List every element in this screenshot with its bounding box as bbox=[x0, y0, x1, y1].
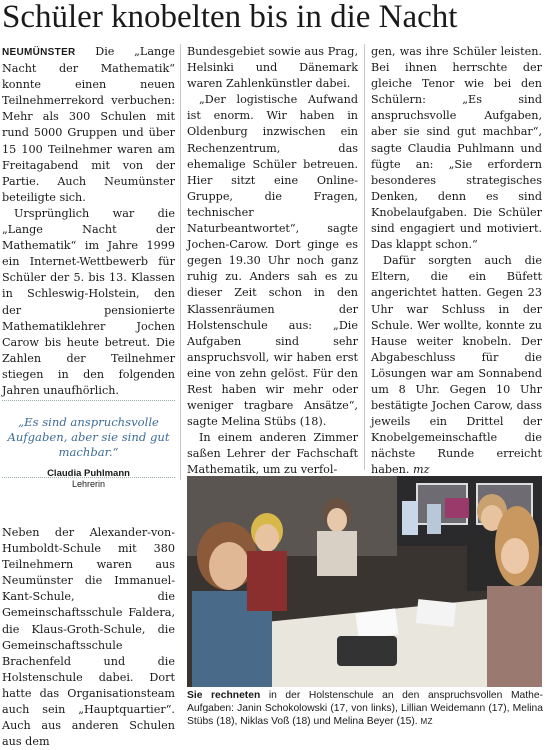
paragraph-text: Die „Lange Nacht der Mathematik“ konnte einen neuen Teilnehmerrekord verbuchen: Mehr als 300 Schulen mit rund 5000 Gruppen und über 15 100 Teilnehmer waren am Freitagabend mit von der Partie. Auch Neumünster beteiligte sich. bbox=[2, 45, 175, 204]
caption-text: in der Holstenschule an den anspruchsvollen Mathe-Aufgaben: Janin Schokolowski (17, von links), Lillian Weidemann (17), Melina Stübs (18), Niklas Voß (18) und Melina Beyer (15). bbox=[187, 690, 543, 727]
paragraph bbox=[371, 253, 542, 478]
classroom-photo bbox=[187, 476, 542, 687]
paragraph: „Der logistische Aufwand ist enorm. Wir haben in Oldenburg inzwischen ein Rechenzentrum, das ehemalige Schüler betreuen. Hier sitzt eine Online-Gruppe, die Fragen, technischer Naturbeantwortet“, sagte Jochen-Carow. Dort ginge es gegen 19.30 Uhr noch ganz ruhig zu. Anders sah es zu dieser Zeit schon in den Klassenräumen der Holstenschule aus: „Die Aufgaben sind sehr anspruchsvoll, wir haben erst eine von zehn gelöst. Für den Rest haben wir mehr oder weniger tragbare Ansätze“, sagte Melina Stübs (18). bbox=[187, 93, 358, 429]
caption-lead: Sie rechneten bbox=[187, 690, 261, 701]
pull-quote bbox=[2, 400, 175, 489]
pull-quote-author: Claudia Puhlmann bbox=[47, 468, 130, 479]
paragraph: Ursprünglich war die „Lange Nacht der Mathematik“ im Jahre 1999 ein Internet-Wettbewerb für Schüler der 5. bis 13. Klassen in Schleswig-Holstein, den der pensionierte Mathematiklehrer Jochen Carow bis heute betreut. Die Zahlen der Teilnehmer stiegen in den folgenden Jahren unaufhörlich. bbox=[2, 206, 175, 397]
article-column-1-continued bbox=[2, 525, 175, 750]
article-photo bbox=[187, 476, 542, 687]
paragraph-text: Dafür sorgten auch die Eltern, die ein Büfett angerichtet hatten. Gegen 23 Uhr war Schluss in der Schule. Wer wollte, konnte zu Hause weiter knobeln. Der Abgabeschluss für die Lösungen war am Sonnabend um 8 Uhr. Gegen 10 Uhr bestätigte Jochen Carow, dass jeweils ein Drittel der Knobelgemeinschaftle die nächste Runde erreicht haben. bbox=[371, 254, 542, 477]
photo-credit: MZ bbox=[420, 717, 434, 726]
article-column-3 bbox=[371, 44, 542, 479]
paragraph: In einem anderen Zimmer saßen Lehrer der Fachschaft Mathematik, um zu verfol- bbox=[187, 431, 358, 477]
paragraph bbox=[2, 44, 175, 206]
article-column-2 bbox=[187, 44, 358, 479]
dateline: NEUMÜNSTER bbox=[2, 47, 76, 58]
paragraph: Bundesgebiet sowie aus Prag, Helsinki und Dänemark waren Zahlenkünstler dabei. bbox=[187, 45, 358, 91]
article-headline: Schüler knobelten bis in die Nacht bbox=[2, 0, 458, 35]
author-tag: mz bbox=[412, 463, 430, 477]
paragraph: Neben der Alexander-von-Humboldt-Schule mit 380 Teilnehmern waren aus Neumünster die Immanuel-Kant-Schule, die Gemeinschaftsschule Faldera, die Klaus-Groth-Schule, die Gemeinschaftsschule Brachenfeld und die Holstenschule dabei. Dort hatte das Organisationsteam auch sein „Hauptquartier“. Auch aus anderen Schulen aus dem bbox=[2, 526, 175, 749]
photo-caption bbox=[187, 689, 543, 728]
column-divider bbox=[364, 44, 365, 470]
pull-quote-role: Lehrerin bbox=[71, 479, 106, 489]
paragraph: gen, was ihre Schüler leisten. Bei ihnen herrschte der gleiche Tenor wie bei den Schülern: „Es sind anspruchsvolle Aufgaben, aber sie sind gut machbar“, sagte Claudia Puhlmann und fügte an: „Sie erfordern besonderes strategisches Denken, denn es sind Knobelaufgaben. Die Schüler sind engagiert und motiviert. Das klappt schon.“ bbox=[371, 45, 542, 252]
column-divider bbox=[180, 44, 181, 480]
pull-quote-text: „Es sind anspruchsvolle Aufgaben, aber sie sind gut machbar.“ bbox=[7, 415, 170, 459]
article-column-1 bbox=[2, 44, 175, 399]
